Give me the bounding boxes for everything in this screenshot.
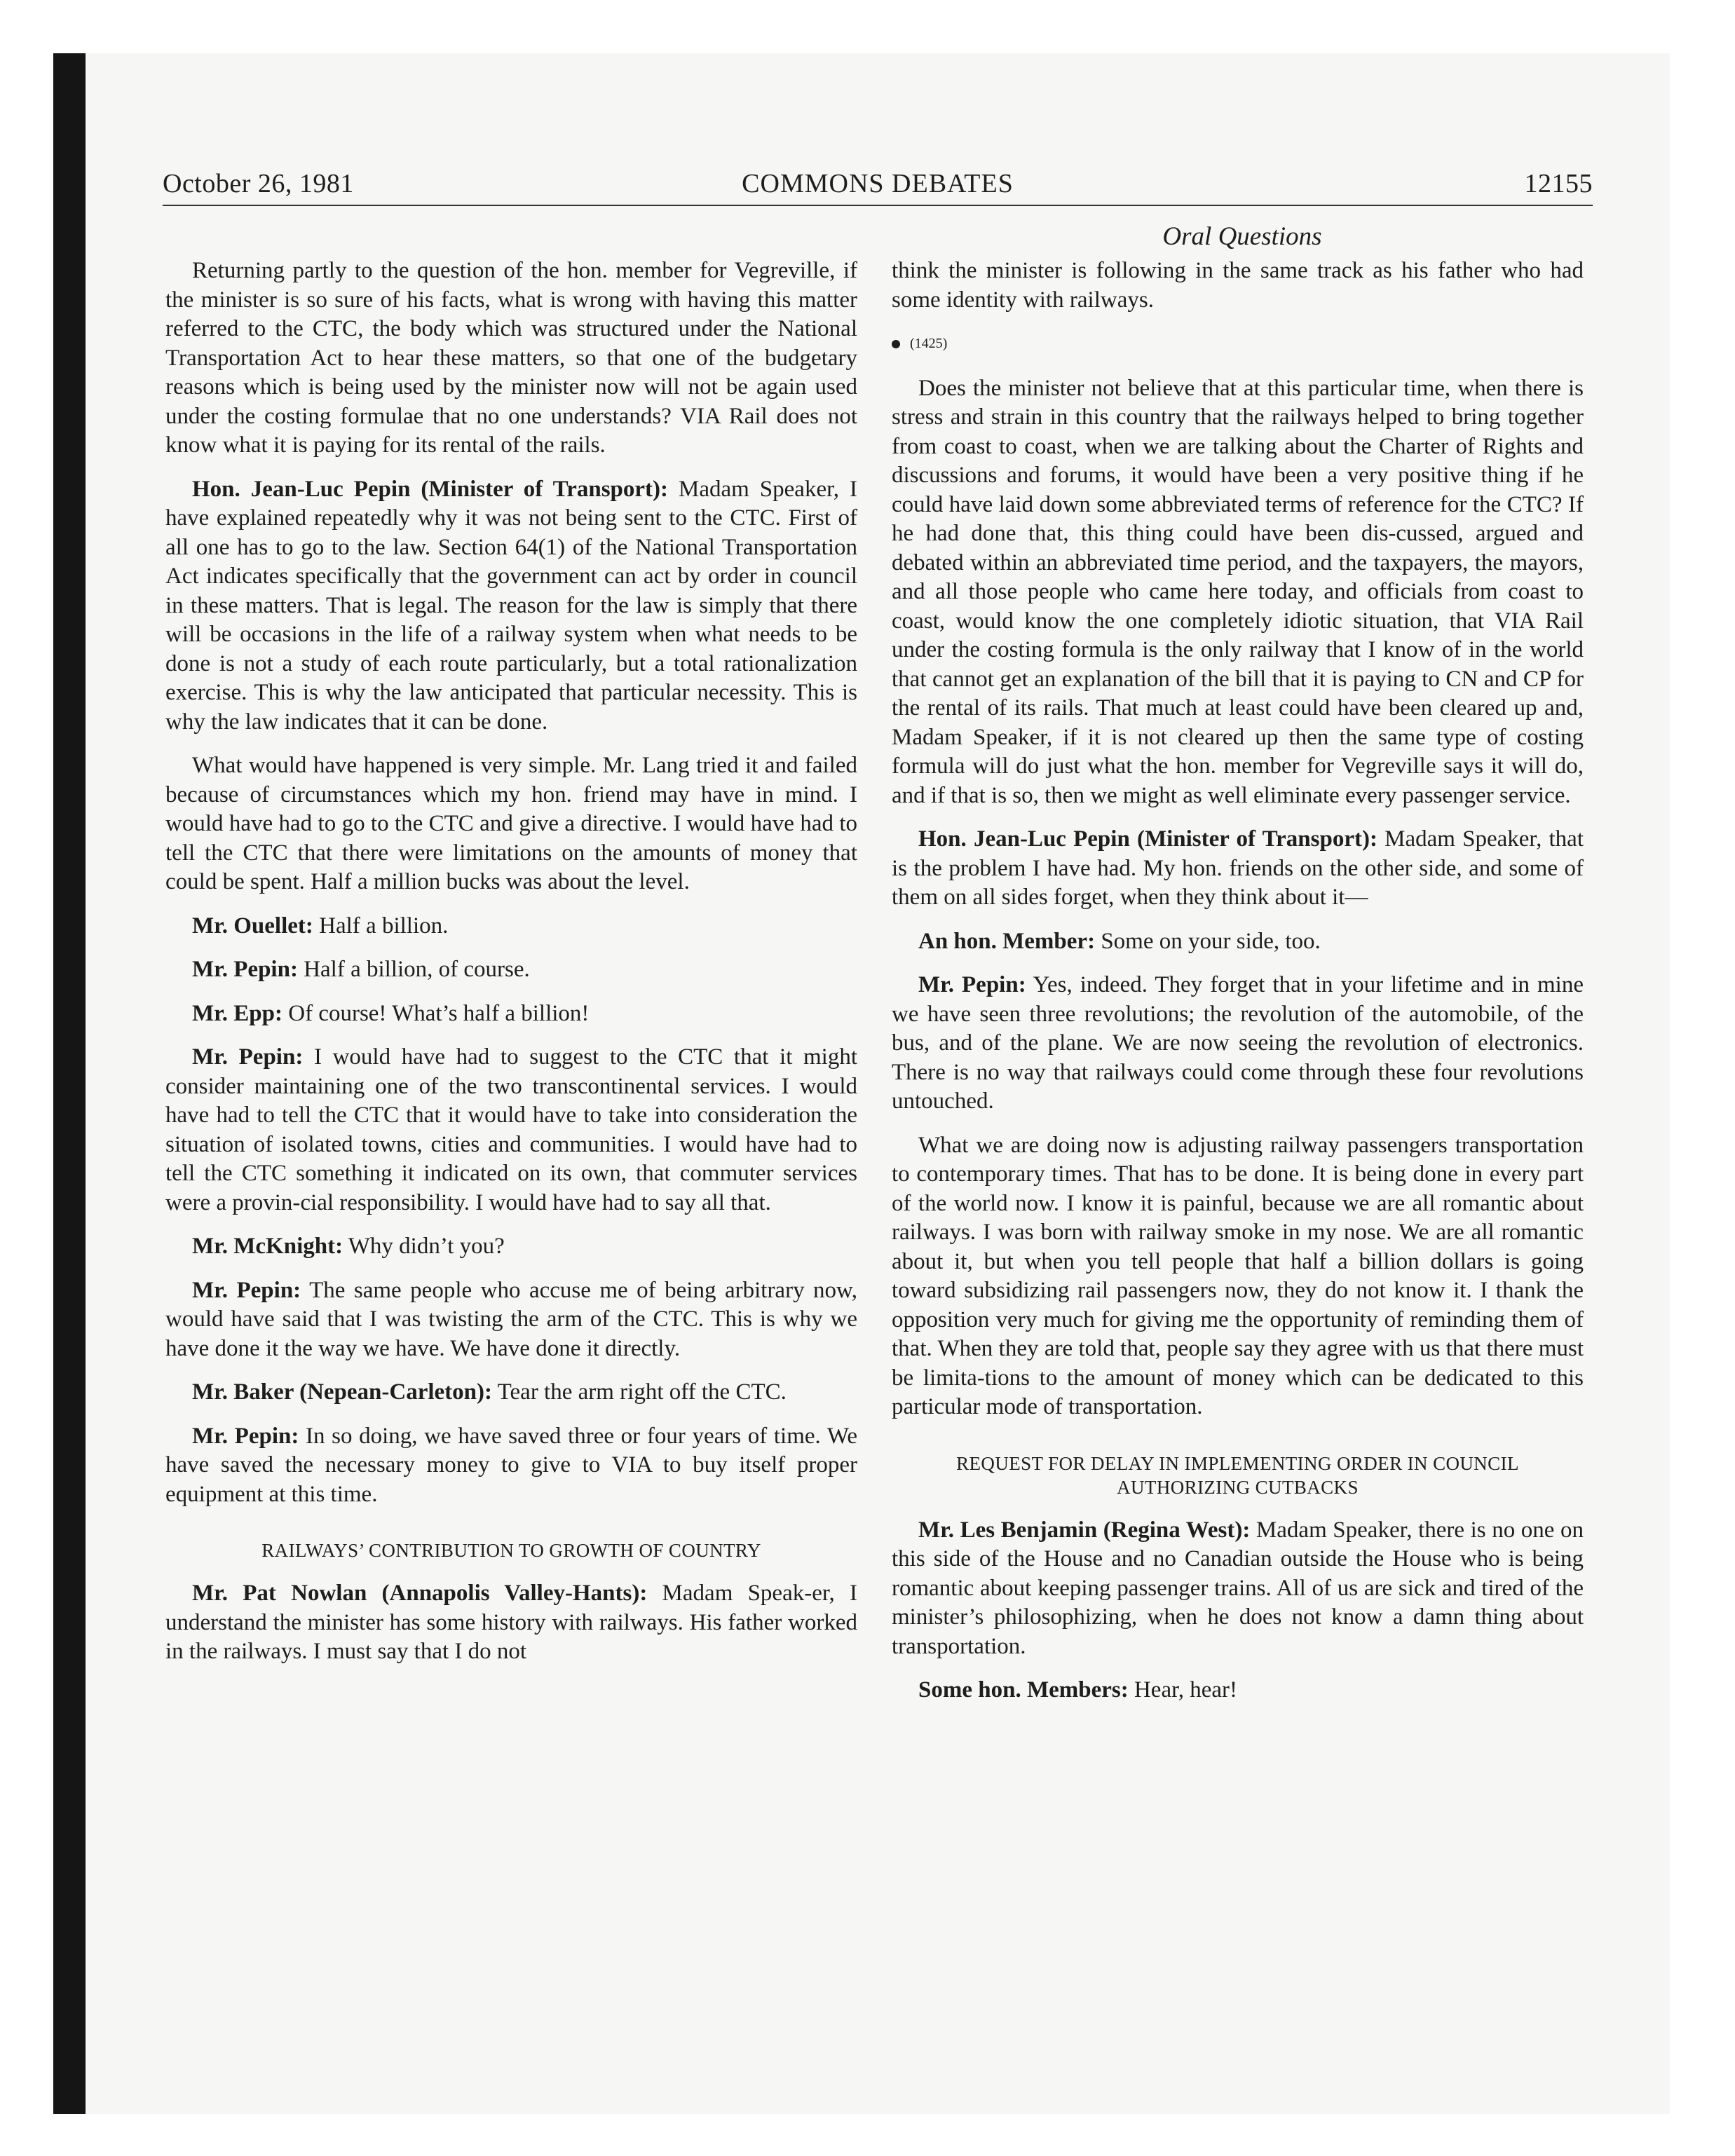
paragraph: Does the minister not believe that at this particular time, when there is stress and strain in this country that the railways helped to bring together from coast to coast, when we are talking about the Charter of Rights and discussions and forums, it would have been a very positive thing if he could have laid down some abbreviated terms of reference for the CTC? If he had done that, this thing could have been dis-cussed, argued and debated within an abbreviated time period, and the taxpayers, the mayors, and all those people who came here today, and officials from coast to coast, would know the one completely idiotic situation, that VIA Rail under the costing formula is the only railway that I know of in the world that cannot get an explanation of the bill that it is paying to CN and CP for the rental of its rails. That much at least could have been cleared up and, Madam Speaker, if it is not cleared up then the same type of costing formula will do just what the hon. member for Vegreville says it will do, and if that is so, then we might as well eliminate every passenger service.	[892, 375, 1584, 808]
paragraph: What we are doing now is adjusting railway passengers transportation to contemporary times. That has to be done. It is being done in every part of the world now. I know it is painful, because we are all romantic about railways. I was born with railway smoke in my nose. We are all romantic about it, but when you tell people that half a billion dollars is going toward subsidizing rail passengers now, they do not know it. I thank the opposition very much for giving me the opportunity of reminding them of that. When they are told that, people say they agree with us that there must be limita-tions to the amount of money which can be dedicated to this particular mode of transportation.	[892, 1132, 1584, 1419]
header-rule	[163, 205, 1593, 206]
speech-text: Some on your side, too.	[1095, 928, 1321, 954]
paragraph	[892, 825, 1584, 913]
timestamp-text: (1425)	[910, 336, 948, 351]
paragraph	[165, 912, 857, 941]
speaker-name: Mr. Les Benjamin (Regina West):	[918, 1517, 1251, 1543]
paragraph: think the minister is following in the same track as his father who had some identity with railways.	[892, 258, 1584, 313]
scan-binding-edge	[53, 53, 86, 2114]
bullet-icon	[892, 340, 900, 348]
paragraph	[165, 955, 857, 985]
paragraph	[165, 999, 857, 1029]
speech-text: Why didn’t you?	[343, 1234, 505, 1259]
speech-text: I would have had to suggest to the CTC that it might consider maintaining one of the two transcontinental services. I would have had to tell the CTC that it would have to take into consideration the situation of isolated towns, cities and communities. I would have had to tell the CTC something it indicated on its own, that commuter services were a provin-cial responsibility. I would have had to say all that.	[165, 1044, 858, 1215]
speaker-name: Mr. Pepin:	[192, 957, 298, 982]
document-page	[86, 53, 1670, 2114]
speech-text: Madam Speaker, there is no one on this side of the House and no Canadian outside the House who is being romantic about keeping passenger trains. All of us are sick and tired of the minister’s philosophizing, when he does not know a damn thing about transportation.	[892, 1517, 1584, 1659]
speech-text: Madam Speaker, that is the problem I have had. My hon. friends on the other side, and some of them on all sides forget, when they think about it—	[892, 826, 1584, 910]
speaker-name: Mr. Pat Nowlan (Annapolis Valley-Hants):	[192, 1581, 648, 1606]
speaker-name: Mr. Epp:	[192, 1000, 283, 1026]
speech-text: In so doing, we have saved three or four years of time. We have saved the necessary money to give to VIA to buy itself proper equipment at this time.	[165, 1423, 857, 1507]
speaker-name: Some hon. Members:	[918, 1677, 1129, 1703]
paragraph	[165, 1276, 857, 1364]
speech-text: Half a billion.	[313, 913, 449, 939]
speech-text: Half a billion, of course.	[297, 957, 530, 982]
scan-margin	[0, 0, 53, 2156]
speech-text: Of course! What’s half a billion!	[282, 1000, 590, 1026]
speaker-name: Mr. Pepin:	[192, 1423, 299, 1449]
left-column	[165, 257, 857, 1681]
speech-text: The same people who accuse me of being arbitrary now, would have said that I was twisting the arm of the CTC. This is why we have done it the way we have. We have done it directly.	[165, 1277, 857, 1361]
paragraph	[165, 1422, 857, 1510]
paragraph	[165, 1378, 857, 1407]
section-heading: Oral Questions	[1162, 222, 1322, 251]
paragraph	[892, 927, 1584, 957]
speaker-name: Mr. Pepin:	[192, 1277, 301, 1303]
paragraph	[165, 475, 857, 737]
header-title: COMMONS DEBATES	[742, 169, 1014, 198]
speaker-name: Mr. Baker (Nepean-Carleton):	[192, 1379, 493, 1405]
speaker-name: Mr. Ouellet:	[192, 913, 313, 939]
speech-text: Tear the arm right off the CTC.	[492, 1379, 787, 1405]
paragraph	[165, 1043, 857, 1217]
paragraph	[892, 1676, 1584, 1705]
paragraph	[165, 1232, 857, 1262]
right-column	[892, 257, 1584, 1720]
paragraph: What would have happened is very simple. Mr. Lang tried it and failed because of circumstances which my hon. friend may have in mind. I would have had to go to the CTC and give a directive. I would have had to tell the CTC that there were limitations on the amounts of money that could be spent. Half a million bucks was about the level.	[165, 753, 857, 894]
speech-text: Yes, indeed. They forget that in your lifetime and in mine we have seen three revolutions; the revolution of the automobile, of the bus, and of the plane. We are now seeing the revolution of electronics. There is no way that railways could come through these four revolutions untouched.	[892, 972, 1584, 1114]
speaker-name: An hon. Member:	[918, 928, 1096, 954]
speaker-name: Mr. Pepin:	[918, 972, 1026, 997]
subheading: REQUEST FOR DELAY IN IMPLEMENTING ORDER IN COUNCIL AUTHORIZING CUTBACKS	[956, 1452, 1519, 1498]
speech-text: Madam Speak-er, I understand the minister has some history with railways. His father worked in the railways. I must say that I do not	[165, 1581, 857, 1664]
speaker-name: Mr. McKnight:	[192, 1234, 343, 1259]
header-date: October 26, 1981	[163, 169, 354, 198]
paragraph	[165, 1579, 857, 1667]
subheading: RAILWAYS’ CONTRIBUTION TO GROWTH OF COUNTRY	[261, 1540, 761, 1561]
paragraph: Returning partly to the question of the hon. member for Vegreville, if the minister is so sure of his facts, what is wrong with having this matter referred to the CTC, the body which was structured under the National Transportation Act to hear these matters, so that one of the budgetary reasons which is being used by the minister now will not be again used under the costing formulae that no one understands? VIA Rail does not know what it is paying for its rental of the rails.	[165, 258, 857, 458]
speech-text: Hear, hear!	[1128, 1677, 1238, 1703]
speaker-name: Hon. Jean-Luc Pepin (Minister of Transport):	[918, 826, 1377, 852]
time-marker	[892, 329, 1584, 359]
speaker-name: Mr. Pepin:	[192, 1044, 304, 1070]
speech-text: Madam Speaker, I have explained repeatedly why it was not being sent to the CTC. First of all one has to go to the law. Section 64(1) of the National Transportation Act indicates specifically that the government can act by order in council in these matters. That is legal. The reason for the law is simply that there will be occasions in the life of a railway system when what needs to be done is not a study of each route particularly, but a total rationalization exercise. This is why the law anticipated that particular necessity. This is why the law indicates that it can be done.	[165, 476, 857, 735]
paragraph	[892, 971, 1584, 1117]
paragraph	[892, 1516, 1584, 1662]
speaker-name: Hon. Jean-Luc Pepin (Minister of Transport):	[192, 476, 669, 502]
page-number: 12155	[1524, 169, 1593, 198]
page-header	[163, 168, 1593, 203]
